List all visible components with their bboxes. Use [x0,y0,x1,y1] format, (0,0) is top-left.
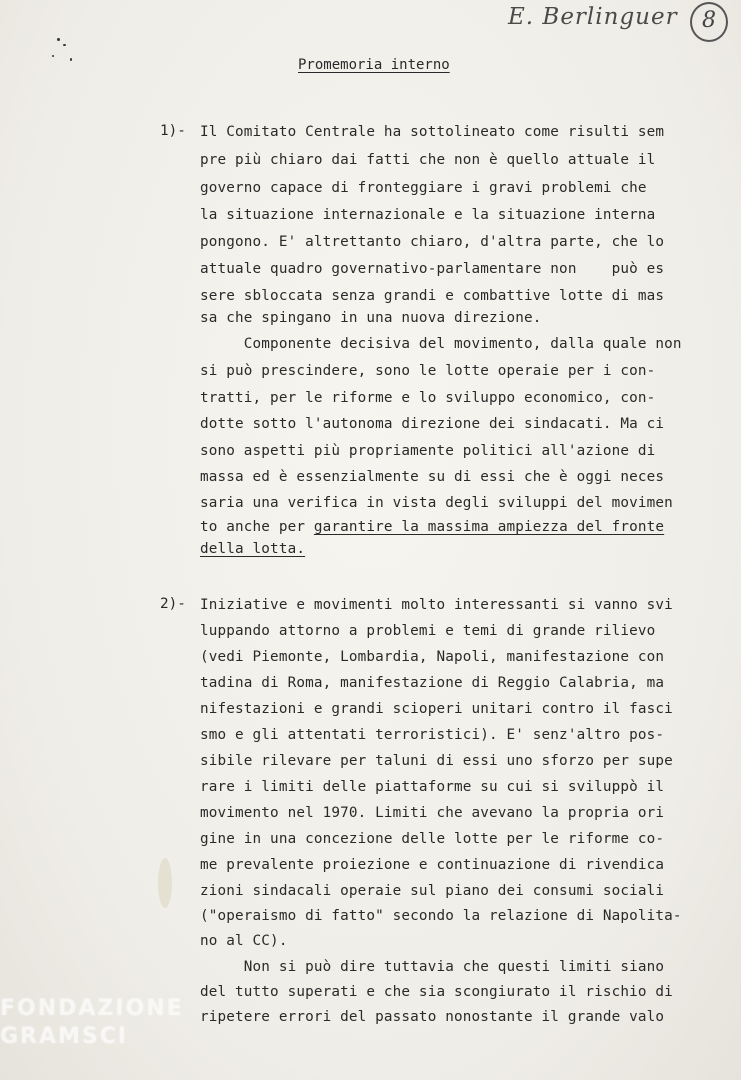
document-title: Promemoria interno [298,57,450,73]
text-line: pre più chiaro dai fatti che non è quello attuale il [200,152,656,168]
text-line: sere sbloccata senza grandi e combattive lotte di mas [200,288,665,304]
text-line: tadina di Roma, manifestazione di Reggio Calabria, ma [200,675,665,691]
watermark-line: FONDAZIONE [0,996,184,1021]
text-line: nifestazioni e grandi scioperi unitari contro il fasci [200,701,673,717]
text-line: zioni sindacali operaie sul piano dei consumi sociali [200,883,665,899]
handwritten-author-annotation: E. Berlinguer [508,4,678,30]
text-line: rare i limiti delle piattaforme su cui si sviluppò il [200,779,665,795]
text-line: del tutto superati e che sia scongiurato il rischio di [200,984,673,1000]
archive-watermark [0,995,184,1080]
text-line: massa ed è essenzialmente su di essi che è oggi neces [200,469,665,485]
underlined-line: della lotta. [200,541,306,557]
text-line: (vedi Piemonte, Lombardia, Napoli, manifestazione con [200,649,665,665]
text-line: sa che spingano in una nuova direzione. [200,310,542,326]
text-line: gine in una concezione delle lotte per le riforme co- [200,831,665,847]
text-line: me prevalente proiezione e continuazione di rivendica [200,857,665,873]
text-line: pongono. E' altrettanto chiaro, d'altra parte, che lo [200,234,665,250]
text-line-with-underline [200,518,664,536]
ink-mark [52,55,54,57]
paper-smudge [158,858,172,908]
text-line: ("operaismo di fatto" secondo la relazione di Napolita- [200,908,682,924]
text-line: saria una verifica in vista degli sviluppi del movimen [200,495,673,511]
handwritten-page-number: 8 [690,2,728,42]
watermark-line: GRAMSCI [0,1024,129,1049]
text-line: Componente decisiva del movimento, dalla quale non [200,336,682,352]
section-number: 1)- [160,123,186,139]
text-line: ripetere errori del passato nonostante il grande valo [200,1009,665,1025]
text-line: Iniziative e movimenti molto interessanti si vanno svi [200,597,673,613]
text-line: Non si può dire tuttavia che questi limiti siano [200,959,665,975]
text-line: governo capace di fronteggiare i gravi problemi che [200,180,647,196]
text-line: no al CC). [200,933,288,949]
underlined-phrase: garantire la massima ampiezza del fronte [313,519,665,535]
text-line: dotte sotto l'autonoma direzione dei sindacati. Ma ci [200,416,665,432]
text-line: smo e gli attentati terroristici). E' senz'altro pos- [200,727,665,743]
text-line: sono aspetti più propriamente politici all'azione di [200,443,656,459]
text-line: sibile rilevare per taluni di essi uno sforzo per supe [200,753,673,769]
text-line: luppando attorno a problemi e temi di grande rilievo [200,623,656,639]
text-line: attuale quadro governativo-parlamentare non può es [200,261,665,277]
section-number: 2)- [160,596,186,612]
ink-mark [63,44,66,46]
ink-mark [70,58,72,61]
text-line: tratti, per le riforme e lo sviluppo economico, con- [200,390,656,406]
text-line-start: to anche per [200,519,314,535]
text-line: la situazione internazionale e la situazione interna [200,207,656,223]
text-line: si può prescindere, sono le lotte operaie per i con- [200,363,656,379]
ink-mark [57,38,60,41]
text-line: Il Comitato Centrale ha sottolineato come risulti sem [200,124,665,140]
text-line: movimento nel 1970. Limiti che avevano la propria ori [200,805,665,821]
